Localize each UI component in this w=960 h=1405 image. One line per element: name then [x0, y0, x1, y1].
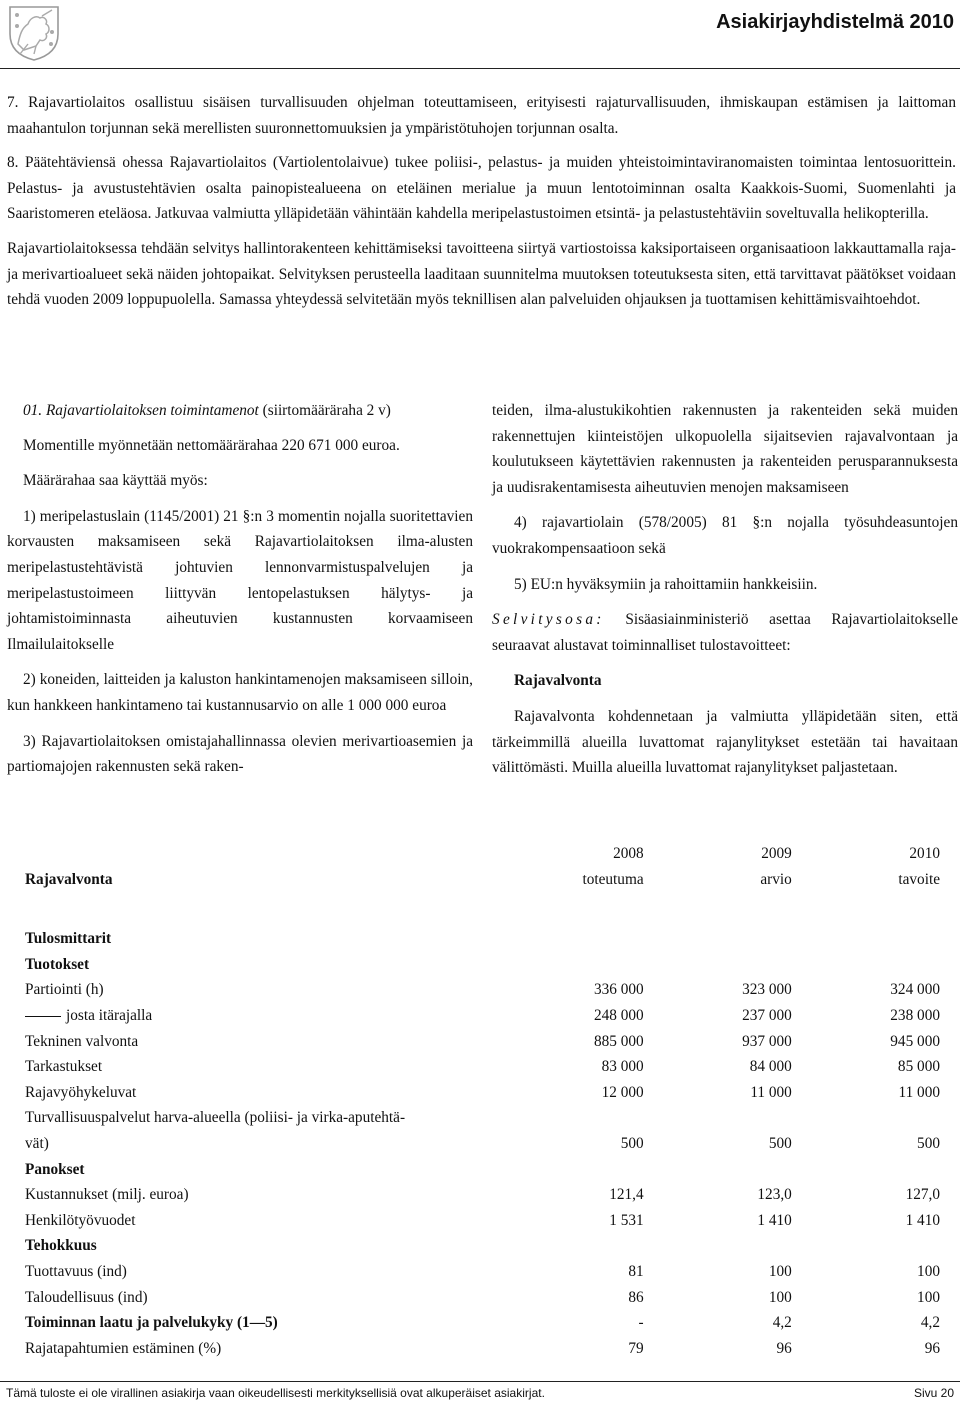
- table-row: [25, 1259, 940, 1285]
- table-body: [25, 926, 940, 1361]
- row-label: [25, 1208, 496, 1234]
- row-value: [644, 952, 792, 978]
- paragraph-9: Rajavartiolaitoksessa tehdään selvitys hallintorakenteen kehittämiseksi tavoitteena siirtyä vartiostoissa kaksiportaiseen organisaatioon lakkauttamalla raja- ja merivartioalueet sekä näiden johtopaikat. Selvityksen perusteella laaditaan suunnitelma muutoksen toteutuksesta siten, että tarvittavat päätökset voidaan tehdä vuoden 2009 loppupuolella. Samassa yhteydessä selvitetään myös teknillisen alan palveluiden ohjauksen ja tuottamisen kehittämisvaihtoehdot.: [7, 239, 956, 309]
- usage-item-3: 3) Rajavartiolaitoksen omistajahallinnassa olevien merivartioasemien ja partiomajojen rakennusten sekä raken-: [7, 732, 473, 776]
- row-label: [25, 1233, 496, 1259]
- row-label: [25, 1131, 496, 1157]
- table-row: [25, 1105, 940, 1131]
- table-header-labels: [25, 867, 940, 893]
- row-value: 86: [628, 1288, 644, 1306]
- row-value: 127,0: [905, 1186, 940, 1204]
- row-value: 11 000: [750, 1083, 792, 1101]
- table-row: [25, 1208, 940, 1234]
- row-value: 500: [768, 1134, 792, 1152]
- selvitysosa: [492, 607, 958, 658]
- row-value: 81: [628, 1262, 644, 1280]
- row-value: [792, 1233, 940, 1259]
- row-value: [496, 952, 644, 978]
- row-value: 1 410: [905, 1211, 940, 1229]
- row-value: 500: [917, 1134, 940, 1152]
- row-label: [25, 1029, 496, 1055]
- row-value: 4,2: [920, 1314, 940, 1332]
- row-value: 324 000: [890, 981, 940, 999]
- row-value: 121,4: [609, 1186, 644, 1204]
- row-label-text: Rajavyöhykeluvat: [25, 1083, 137, 1101]
- row-value: 937 000: [742, 1032, 792, 1050]
- col-year-2009: 2009: [761, 845, 792, 862]
- usage-item-4: 4) rajavartiolain (578/2005) 81 §:n nojalla työsuhdeasuntojen vuokrakompensaatioon sekä: [492, 514, 958, 557]
- col-label-tavoite: tavoite: [898, 870, 940, 888]
- row-value: [496, 1233, 644, 1259]
- row-value: [644, 926, 792, 952]
- row-label-text: Toiminnan laatu ja palvelukyky (1—5): [25, 1314, 278, 1332]
- row-value: 945 000: [890, 1032, 940, 1050]
- header-divider: [0, 68, 960, 69]
- row-value: [644, 1105, 792, 1131]
- row-value: 323 000: [742, 981, 792, 999]
- left-column: [7, 398, 473, 790]
- row-value: 85 000: [897, 1058, 940, 1076]
- table-row: [25, 1310, 940, 1336]
- table-row: [25, 1131, 940, 1157]
- row-label-text: Tuotokset: [25, 955, 90, 973]
- row-value: 100: [917, 1262, 940, 1280]
- document-title: Asiakirjayhdistelmä 2010: [716, 11, 954, 33]
- row-label-text: Tarkastukset: [25, 1058, 103, 1076]
- row-label: [25, 1157, 496, 1183]
- row-value: 100: [768, 1288, 792, 1306]
- footer-divider: [0, 1381, 960, 1382]
- usage-item-3-continued: teiden, ilma-alustukikohtien rakennusten ja rakenteiden sekä muiden rakennettujen kiinteistöjen ulkopuolella sijaitsevien rajavalvontaan ja koulutukseen käytettävien rakennusten ja rakenteiden perusparannuksesta ja uudisrakentamisesta aiheutuvien menojen maksamiseen: [492, 402, 958, 496]
- section-paragraph: Rajavalvonta kohdennetaan ja valmiutta ylläpidetään siten, että tärkeimmillä alueilla luvattomat rajanylitykset estetään tai havaitaan välittömästi. Muilla alueilla luvattomat rajanylitykset paljastetaan.: [492, 707, 958, 777]
- row-label-text: Panokset: [25, 1160, 85, 1178]
- row-value: -: [638, 1314, 644, 1332]
- usage-item-2: 2) koneiden, laitteiden ja kaluston hankintamenojen maksamiseen silloin, kun hankkeen hankintameno tai kustannusarvio on alle 1 000 000 euroa: [7, 671, 473, 714]
- row-label-text: Partiointi (h): [25, 981, 104, 999]
- table-row: [25, 926, 940, 952]
- row-label: [25, 1336, 496, 1362]
- row-label: [25, 952, 496, 978]
- row-value: 100: [917, 1288, 940, 1306]
- table-row: [25, 1157, 940, 1183]
- row-label-text: Taloudellisuus (ind): [25, 1288, 148, 1306]
- row-value: [644, 1233, 792, 1259]
- row-label-text: Turvallisuuspalvelut harva-alueella (poliisi- ja virka-aputehtä-: [25, 1109, 406, 1127]
- item-title: Rajavartiolaitoksen toimintamenot: [45, 402, 259, 419]
- intro-section: [7, 90, 956, 322]
- col-year-2010: 2010: [909, 845, 940, 862]
- table-row: [25, 1182, 940, 1208]
- row-label: [25, 1003, 496, 1029]
- row-label-text: vät): [25, 1134, 49, 1152]
- row-label-text: Henkilötyövuodet: [25, 1211, 136, 1229]
- performance-table: [25, 841, 940, 1361]
- row-label-text: Tuottavuus (ind): [25, 1262, 127, 1280]
- row-value: [496, 1105, 644, 1131]
- table-title: Rajavalvonta: [25, 870, 113, 888]
- row-value: [644, 1157, 792, 1183]
- table-row: [25, 1233, 940, 1259]
- row-label: [25, 1182, 496, 1208]
- item-number: 01.: [23, 402, 43, 419]
- paragraph-7: 7. Rajavartiolaitos osallistuu sisäisen turvallisuuden ohjelman toteuttamiseen, erityisesti rajaturvallisuuden, ihmiskaupan estämisen ja laittoman maahantulon torjunnan sekä merellisten suuronnettomuuksien ja ympäristötuhojen torjunnan osalta.: [7, 94, 956, 137]
- row-value: [496, 926, 644, 952]
- table-row: [25, 977, 940, 1003]
- row-value: 1 531: [609, 1211, 644, 1229]
- row-label: [25, 926, 496, 952]
- right-column: [492, 398, 958, 791]
- usage-item-5: 5) EU:n hyväksymiin ja rahoittamiin hankkeisiin.: [514, 575, 818, 593]
- row-label: [25, 1080, 496, 1106]
- row-value: 96: [776, 1339, 792, 1357]
- row-label-text: Tekninen valvonta: [25, 1032, 139, 1050]
- finland-coat-of-arms-logo: [6, 4, 62, 62]
- row-value: [792, 1105, 940, 1131]
- col-label-arvio: arvio: [760, 870, 792, 888]
- row-value: [792, 1157, 940, 1183]
- row-value: 123,0: [757, 1186, 792, 1204]
- selvitysosa-text: Sisäasiainministeriö asettaa Rajavartiolaitokselle seuraavat alustavat toiminnalliset tulostavoitteet:: [492, 611, 958, 654]
- table-row: [25, 952, 940, 978]
- col-label-toteutuma: toteutuma: [582, 870, 644, 888]
- row-value: 12 000: [601, 1083, 644, 1101]
- row-value: 885 000: [593, 1032, 644, 1050]
- section-heading: Rajavalvonta: [514, 672, 602, 690]
- usage-intro: Määrärahaa saa käyttää myös:: [23, 472, 208, 490]
- paragraph-8: 8. Päätehtäviensä ohessa Rajavartiolaitos (Vartiolentolaivue) tukee poliisi-, pelastus- ja muiden yhteistoimintaviranomaisten toimintaa lentosuorittein. Pelastus- ja avustustehtävien osalta painopistealueena on eteläinen merialue ja muun lentotoiminnan osalta Kaakkois-Suomi, Suomenlahti ja Saaristomeren eteläosa. Jatkuvaa valmiutta ylläpidetään vähintään kahdella meripelastustoimen etsintä- ja pelastustehtäviin soveltuvalla helikopterilla.: [7, 154, 956, 223]
- row-value: [496, 1157, 644, 1183]
- usage-item-1: 1) meripelastuslain (1145/2001) 21 §:n 3 momentin nojalla suoritettavien korvausten maksamiseen sekä Rajavartiolaitoksen ilma-alusten meripelastustehtävistä johtuvien lennonvarmistuspalvelujen ja meripelastustoimeen liittyvän lentopelastuksen hälytys- ja johtamistoiminnasta aiheutuvien kustannusten korvaamiseen Ilmailulaitokselle: [7, 507, 473, 653]
- row-value: 336 000: [593, 981, 644, 999]
- table-header-years: [25, 841, 940, 867]
- table-row: [25, 1054, 940, 1080]
- selvitysosa-label: Selvitysosa:: [492, 611, 605, 629]
- col-year-2008: 2008: [613, 845, 644, 862]
- row-value: 11 000: [898, 1083, 940, 1101]
- row-value: 248 000: [593, 1006, 644, 1024]
- row-value: [792, 952, 940, 978]
- row-label: [25, 1259, 496, 1285]
- item-suffix: (siirtomääräraha 2 v): [262, 402, 391, 419]
- row-label: [25, 977, 496, 1003]
- footer-notice: Tämä tuloste ei ole virallinen asiakirja vaan oikeudellisesti merkityksellisiä ovat alkuperäiset asiakirjat.: [6, 1386, 545, 1400]
- row-label-text: Tulosmittarit: [25, 930, 112, 948]
- row-label: [25, 1105, 496, 1131]
- table-row: [25, 1285, 940, 1311]
- row-value: 500: [620, 1134, 644, 1152]
- row-label: [25, 1310, 496, 1336]
- row-label-text: Tehokkuus: [25, 1237, 97, 1255]
- table-row: [25, 1003, 940, 1029]
- row-label-text: josta itärajalla: [66, 1006, 153, 1024]
- row-label: [25, 1285, 496, 1311]
- table-row: [25, 1080, 940, 1106]
- row-value: 4,2: [772, 1314, 792, 1332]
- row-value: 100: [768, 1262, 792, 1280]
- table-row: [25, 1029, 940, 1055]
- row-label-text: Kustannukset (milj. euroa): [25, 1186, 189, 1204]
- em-dash-indent: [25, 1016, 61, 1017]
- row-label-text: Rajatapahtumien estäminen (%): [25, 1339, 222, 1357]
- row-value: 237 000: [742, 1006, 792, 1024]
- row-value: [792, 926, 940, 952]
- momentti-text: Momentille myönnetään nettomäärärahaa 220 671 000 euroa.: [23, 436, 400, 454]
- table-row: [25, 1336, 940, 1362]
- row-value: 83 000: [601, 1058, 644, 1076]
- row-value: 238 000: [890, 1006, 940, 1024]
- page-number: Sivu 20: [913, 1386, 954, 1400]
- appropriation-heading: [7, 398, 473, 424]
- row-value: 96: [924, 1339, 940, 1357]
- row-value: 1 410: [757, 1211, 792, 1229]
- row-label: [25, 1054, 496, 1080]
- row-value: 79: [628, 1339, 644, 1357]
- row-value: 84 000: [749, 1058, 792, 1076]
